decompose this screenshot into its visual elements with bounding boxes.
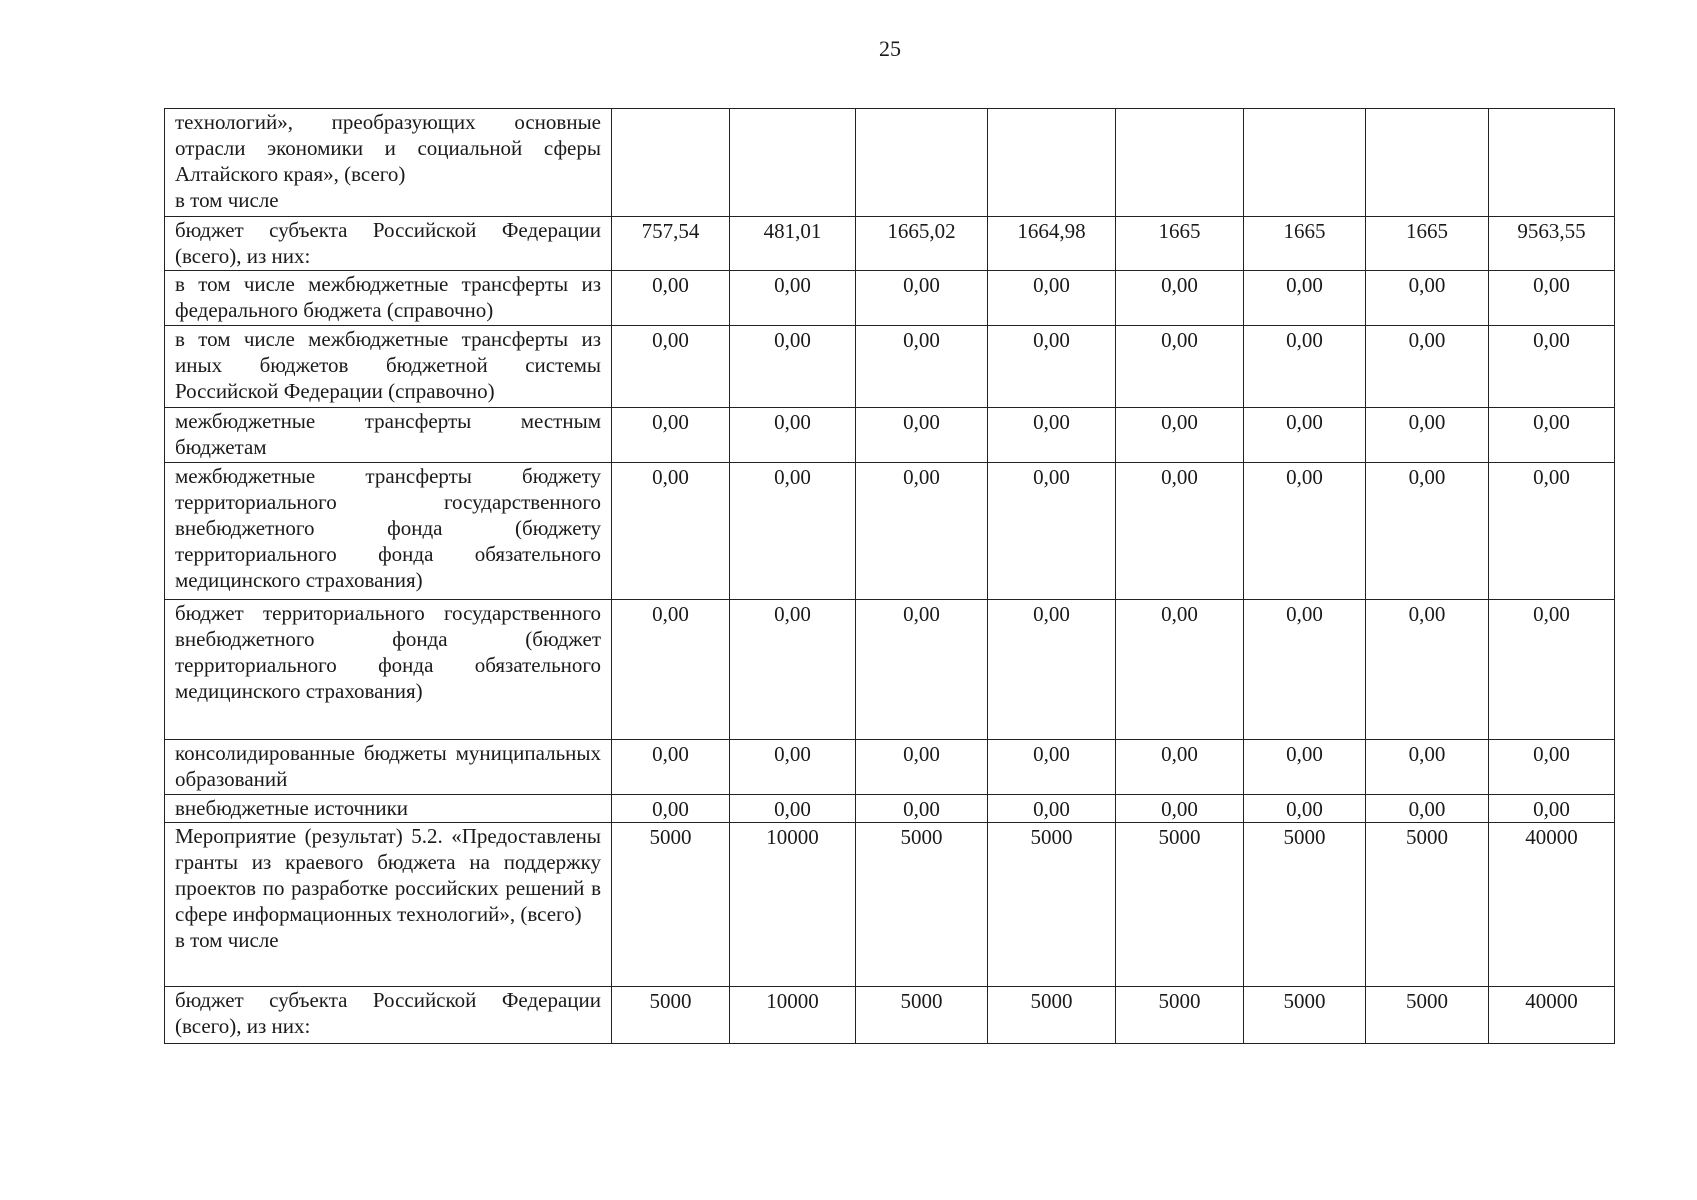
row-value-col-6: 0,00 — [1244, 740, 1366, 795]
row-value-col-7: 0,00 — [1366, 463, 1489, 600]
row-value-col-1: 5000 — [612, 987, 730, 1044]
row-value-col-3: 0,00 — [856, 795, 988, 823]
row-label: межбюджетные трансферты бюджету территориального государственного внебюджетного фонда (бюджету территориального фонда обязательного медицинского страхования) — [165, 463, 612, 600]
row-value-col-6: 1665 — [1244, 217, 1366, 271]
row-value-col-4 — [988, 109, 1116, 217]
row-value-col-8: 9563,55 — [1489, 217, 1615, 271]
table-row — [165, 326, 1615, 408]
row-value-col-6 — [1244, 109, 1366, 217]
table-row — [165, 600, 1615, 740]
row-value-col-4: 0,00 — [988, 326, 1116, 408]
table-row — [165, 823, 1615, 987]
row-value-col-5: 0,00 — [1116, 795, 1244, 823]
row-label: технологий», преобразующих основные отрасли экономики и социальной сферы Алтайского края», (всего) в том числе — [165, 109, 612, 217]
row-value-col-2: 0,00 — [730, 600, 856, 740]
row-value-col-7: 0,00 — [1366, 408, 1489, 463]
row-value-col-7: 0,00 — [1366, 795, 1489, 823]
row-value-col-5: 0,00 — [1116, 463, 1244, 600]
row-value-col-4: 0,00 — [988, 408, 1116, 463]
budget-table — [164, 108, 1615, 1044]
row-value-col-4: 5000 — [988, 987, 1116, 1044]
row-value-col-2: 0,00 — [730, 795, 856, 823]
row-value-col-5 — [1116, 109, 1244, 217]
row-value-col-8: 0,00 — [1489, 326, 1615, 408]
row-value-col-7: 5000 — [1366, 987, 1489, 1044]
row-label: в том числе межбюджетные трансферты из федерального бюджета (справочно) — [165, 271, 612, 326]
row-value-col-5: 0,00 — [1116, 408, 1244, 463]
row-value-col-7: 0,00 — [1366, 740, 1489, 795]
row-value-col-8: 0,00 — [1489, 463, 1615, 600]
row-value-col-3: 5000 — [856, 987, 988, 1044]
row-value-col-2: 0,00 — [730, 463, 856, 600]
row-value-col-5: 5000 — [1116, 823, 1244, 987]
row-value-col-6: 0,00 — [1244, 600, 1366, 740]
row-value-col-5: 0,00 — [1116, 271, 1244, 326]
row-value-col-7: 0,00 — [1366, 600, 1489, 740]
row-value-col-4: 5000 — [988, 823, 1116, 987]
row-value-col-1 — [612, 109, 730, 217]
row-value-col-8: 0,00 — [1489, 795, 1615, 823]
row-label: бюджет территориального государственного внебюджетного фонда (бюджет территориального фонда обязательного медицинского страхования) — [165, 600, 612, 740]
row-value-col-6: 0,00 — [1244, 795, 1366, 823]
row-value-col-1: 0,00 — [612, 463, 730, 600]
row-value-col-6: 5000 — [1244, 987, 1366, 1044]
row-value-col-5: 1665 — [1116, 217, 1244, 271]
row-value-col-5: 0,00 — [1116, 740, 1244, 795]
page-number: 25 — [879, 36, 901, 61]
row-value-col-2: 10000 — [730, 823, 856, 987]
row-value-col-8: 0,00 — [1489, 740, 1615, 795]
row-value-col-1: 0,00 — [612, 326, 730, 408]
row-value-col-3 — [856, 109, 988, 217]
row-value-col-2: 0,00 — [730, 408, 856, 463]
row-value-col-4: 0,00 — [988, 795, 1116, 823]
row-value-col-4: 0,00 — [988, 740, 1116, 795]
row-label: внебюджетные источники — [165, 795, 612, 823]
row-value-col-3: 0,00 — [856, 740, 988, 795]
table-row — [165, 408, 1615, 463]
table-row — [165, 740, 1615, 795]
row-value-col-3: 0,00 — [856, 463, 988, 600]
row-value-col-1: 757,54 — [612, 217, 730, 271]
row-value-col-3: 5000 — [856, 823, 988, 987]
row-value-col-7 — [1366, 109, 1489, 217]
row-value-col-5: 5000 — [1116, 987, 1244, 1044]
row-value-col-5: 0,00 — [1116, 600, 1244, 740]
table-row — [165, 217, 1615, 271]
row-value-col-4: 0,00 — [988, 463, 1116, 600]
table-row — [165, 795, 1615, 823]
row-value-col-5: 0,00 — [1116, 326, 1244, 408]
row-value-col-1: 5000 — [612, 823, 730, 987]
row-value-col-7: 5000 — [1366, 823, 1489, 987]
row-value-col-7: 0,00 — [1366, 326, 1489, 408]
row-label: Мероприятие (результат) 5.2. «Предоставлены гранты из краевого бюджета на поддержку проектов по разработке российских решений в сфере информационных технологий», (всего) в том числе — [165, 823, 612, 987]
row-value-col-7: 1665 — [1366, 217, 1489, 271]
row-label: в том числе межбюджетные трансферты из иных бюджетов бюджетной системы Российской Федерации (справочно) — [165, 326, 612, 408]
row-label: консолидированные бюджеты муниципальных образований — [165, 740, 612, 795]
row-value-col-3: 0,00 — [856, 600, 988, 740]
table-row — [165, 271, 1615, 326]
row-value-col-1: 0,00 — [612, 795, 730, 823]
row-value-col-2: 481,01 — [730, 217, 856, 271]
table-row — [165, 987, 1615, 1044]
row-value-col-6: 0,00 — [1244, 271, 1366, 326]
row-value-col-6: 0,00 — [1244, 408, 1366, 463]
row-value-col-3: 0,00 — [856, 271, 988, 326]
row-label: межбюджетные трансферты местным бюджетам — [165, 408, 612, 463]
row-value-col-7: 0,00 — [1366, 271, 1489, 326]
row-value-col-2: 0,00 — [730, 740, 856, 795]
row-value-col-8: 0,00 — [1489, 408, 1615, 463]
row-value-col-1: 0,00 — [612, 740, 730, 795]
row-value-col-6: 0,00 — [1244, 463, 1366, 600]
row-value-col-3: 0,00 — [856, 408, 988, 463]
row-value-col-8: 0,00 — [1489, 271, 1615, 326]
table-row — [165, 463, 1615, 600]
row-value-col-8: 0,00 — [1489, 600, 1615, 740]
row-value-col-4: 0,00 — [988, 600, 1116, 740]
row-value-col-1: 0,00 — [612, 408, 730, 463]
row-value-col-4: 1664,98 — [988, 217, 1116, 271]
row-value-col-3: 0,00 — [856, 326, 988, 408]
row-value-col-6: 5000 — [1244, 823, 1366, 987]
row-value-col-8: 40000 — [1489, 987, 1615, 1044]
row-value-col-2: 10000 — [730, 987, 856, 1044]
row-value-col-1: 0,00 — [612, 271, 730, 326]
row-label: бюджет субъекта Российской Федерации (всего), из них: — [165, 217, 612, 271]
row-label: бюджет субъекта Российской Федерации (всего), из них: — [165, 987, 612, 1044]
row-value-col-6: 0,00 — [1244, 326, 1366, 408]
row-value-col-8: 40000 — [1489, 823, 1615, 987]
row-value-col-8 — [1489, 109, 1615, 217]
row-value-col-2: 0,00 — [730, 326, 856, 408]
table-row — [165, 109, 1615, 217]
table-body — [165, 109, 1615, 1044]
row-value-col-4: 0,00 — [988, 271, 1116, 326]
row-value-col-2: 0,00 — [730, 271, 856, 326]
row-value-col-2 — [730, 109, 856, 217]
row-value-col-1: 0,00 — [612, 600, 730, 740]
row-value-col-3: 1665,02 — [856, 217, 988, 271]
